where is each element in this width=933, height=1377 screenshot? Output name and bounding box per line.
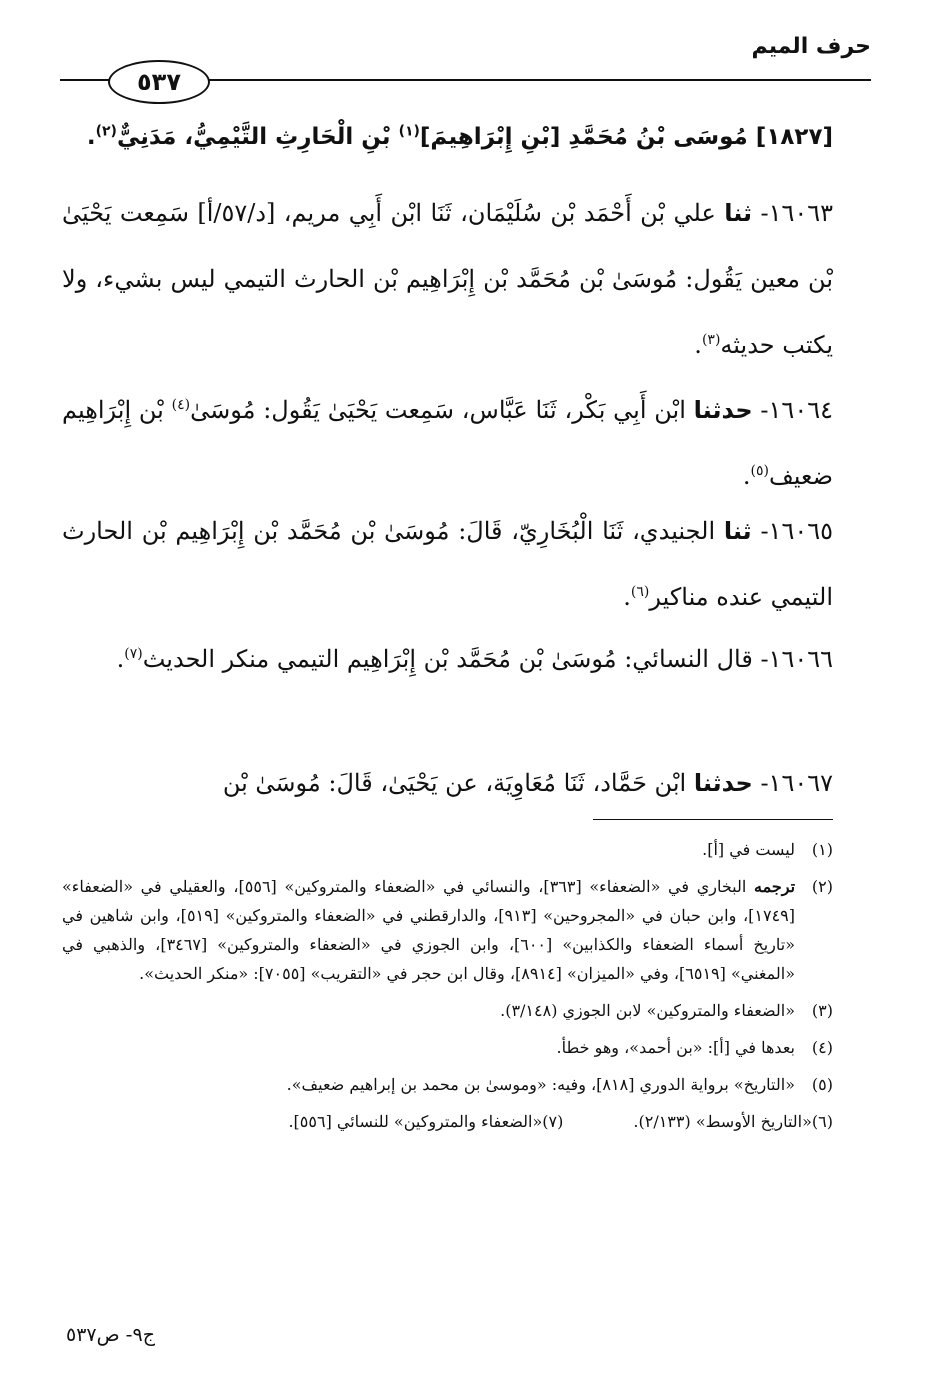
narration-end: . [742, 462, 751, 490]
footnote-text: ليست في [أ]. [702, 840, 795, 859]
narration-text: علي بْن أَحْمَد بْن سُلَيْمَان، ثَنَا ابْن أَبِي مريم، [د/٥٧/أ] سَمِعت يَحْيَىٰ بْن معين يَقُول: مُوسَىٰ بْن مُحَمَّد بْن إِبْرَاهِيم بْن الحارث التيمي ليس بشيء، ولا يكتب حديثه [62, 199, 833, 359]
footnote [62, 996, 833, 1025]
footnote-text: بعدها في [أ]: «بن أحمد»، وهو خطأ. [556, 1038, 795, 1057]
entry-title-rest: بْنِ الْحَارِثِ التَّيْمِيُّ، مَدَنِيٌّ [116, 124, 399, 150]
footnote [62, 1070, 833, 1099]
footnote-number: (٥) [811, 1075, 833, 1094]
narration-paragraph [62, 750, 833, 816]
footnote-body: البخاري في «الضعفاء» [٣٦٣]، والنسائي في «الضعفاء والمتروكين» [٥٥٦]، والعقيلي في «الضعفاء» [١٧٤٩]، وابن حبان في «المجروحين» [٩١٣]، والدارقطني في «الضعفاء والمتروكين» [٥١٩]، وابن شاهين في «تاريخ أسماء الضعفاء والكذابين» [٦٠٠]، وابن الجوزي في «الضعفاء والمتروكين» [٣٤٦٧]، والذهبي في «المغني» [٦٥١٩]، وفي «الميزان» [٨٩١٤]، وقال ابن حجر في «التقريب» [٧٠٥٥]: «منكر الحديث». [62, 877, 796, 983]
narration-paragraph [62, 498, 833, 630]
narration-verb: ثنا [723, 517, 752, 545]
narration-end: . [623, 583, 631, 611]
footnote [62, 872, 833, 988]
narration-verb: ثنا [724, 199, 753, 227]
page-number-badge [108, 60, 210, 104]
footnote-number: (١) [811, 840, 833, 859]
footnote-ref: (١) [398, 123, 420, 140]
narration-paragraph [62, 626, 833, 692]
narration-paragraph [62, 180, 833, 378]
footnote-text: «التاريخ» برواية الدوري [٨١٨]، وفيه: «وموسىٰ بن محمد بن إبراهيم ضعيف». [286, 1075, 795, 1094]
footnote [633, 1107, 833, 1136]
narration-verb: حدثنا [693, 769, 753, 797]
narration-text: بْن إِبْرَاهِيم ضعيف [62, 396, 833, 490]
narration-verb: حدثنا [693, 396, 753, 424]
footnote-ref: (٢) [95, 123, 117, 140]
footnote-text [62, 872, 795, 988]
narration-number: ١٦٠٦٦- [760, 645, 833, 673]
footnote-text: «الضعفاء والمتروكين» لابن الجوزي (٣/١٤٨). [500, 1001, 795, 1020]
chapter-header: حرف الميم [751, 34, 871, 59]
narration-number: ١٦٠٦٣- [760, 199, 834, 227]
entry-title-text: [١٨٢٧] مُوسَى بْنُ مُحَمَّدِ [بْنِ إِبْرَاهِيمَ] [419, 124, 833, 150]
narration-text: قال النسائي: مُوسَىٰ بْن مُحَمَّد بْن إِبْرَاهِيم التيمي منكر الحديث [142, 645, 753, 673]
footnote [62, 835, 833, 864]
footnotes [62, 835, 833, 1136]
footnote-number: (٦) [811, 1112, 833, 1131]
footnote-number: (٧) [542, 1112, 564, 1131]
narration-number: ١٦٠٦٤- [760, 396, 833, 424]
entry-title-end: . [86, 124, 96, 150]
entry-title [86, 123, 833, 150]
footnote-lead: ترجمه [754, 877, 796, 896]
narration-end: . [116, 645, 125, 673]
footnote-text: «الضعفاء والمتروكين» للنسائي [٥٥٦]. [288, 1112, 543, 1131]
footnote-ref: (٧) [124, 646, 143, 662]
footnote-ref: (٥) [750, 463, 769, 479]
footnote-separator [593, 819, 833, 820]
page-number: ٥٣٧ [137, 68, 181, 96]
narration-number: ١٦٠٦٥- [760, 517, 833, 545]
footnote [62, 1033, 833, 1062]
footnote-text: «التاريخ الأوسط» (٢/١٣٣). [633, 1112, 812, 1131]
footnote-pair [62, 1107, 833, 1136]
footnote-number: (٤) [811, 1038, 833, 1057]
footnote [288, 1107, 563, 1136]
footnote-ref: (٣) [701, 332, 721, 348]
narration-text: ابْن حَمَّاد، ثَنَا مُعَاوِيَة، عن يَحْيَىٰ، قَالَ: مُوسَىٰ بْن [222, 769, 694, 797]
footnote-ref: (٤) [171, 397, 191, 413]
narration-text: الجنيدي، ثَنَا الْبُخَارِيّ، قَالَ: مُوسَىٰ بْن مُحَمَّد بْن إِبْرَاهِيم بْن الحارث التيمي عنده مناكير [62, 517, 833, 611]
narration-end: . [694, 331, 702, 359]
narration-text: ابْن أَبِي بَكْر، ثَنَا عَبَّاس، سَمِعت يَحْيَىٰ يَقُول: مُوسَىٰ [190, 396, 694, 424]
footnote-ref: (٦) [630, 584, 650, 600]
footnote-number: (٢) [811, 877, 833, 896]
footnote-number: (٣) [811, 1001, 833, 1020]
volume-page-signature: ج٩- ص٥٣٧ [66, 1324, 155, 1346]
narration-number: ١٦٠٦٧- [760, 769, 833, 797]
narration-paragraph [62, 377, 833, 509]
